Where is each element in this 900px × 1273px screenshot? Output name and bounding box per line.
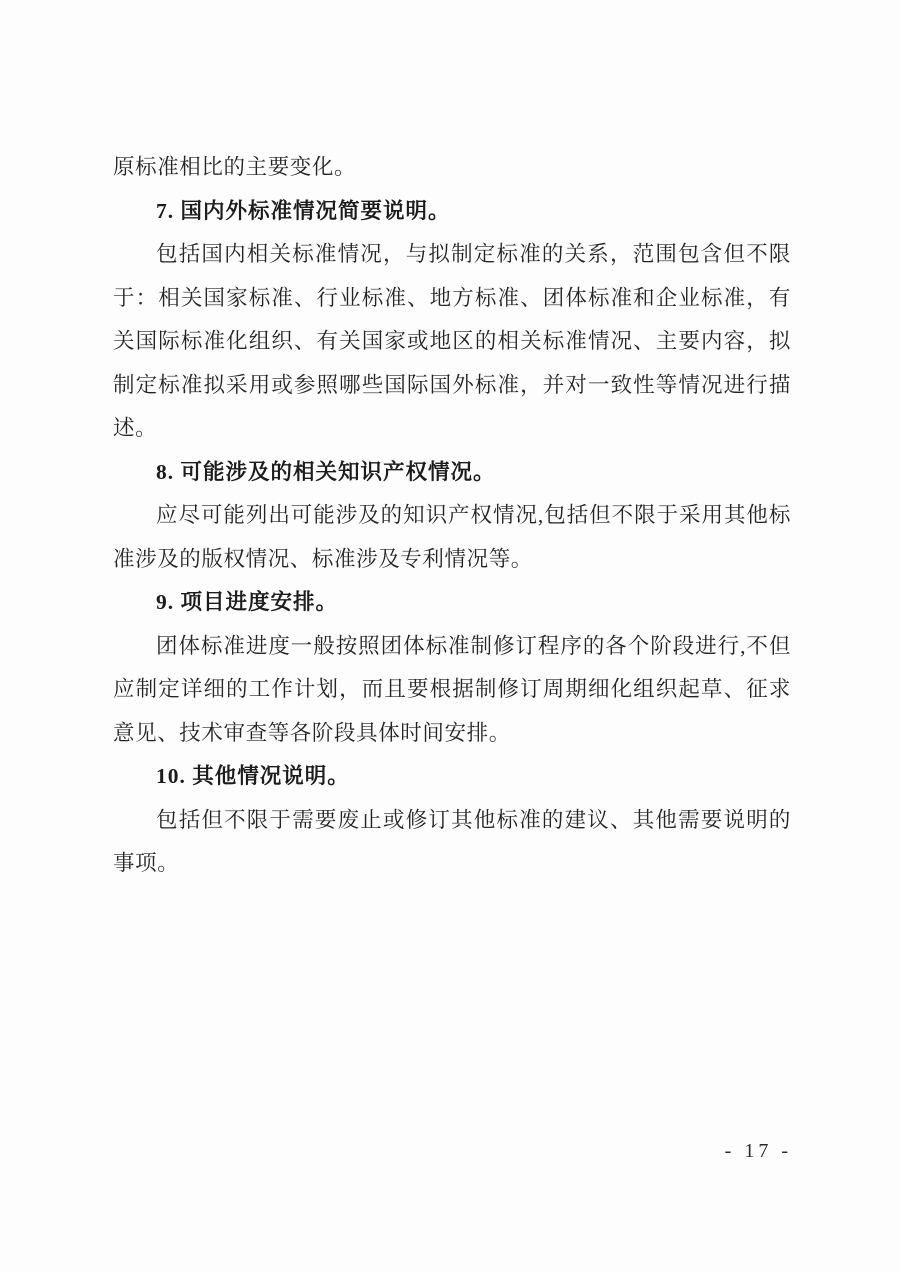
section-7-paragraph: 包括国内相关标准情况，与拟制定标准的关系，范围包含但不限于：相关国家标准、行业标准、地方标准、团体标准和企业标准，有关国际标准化组织、有关国家或地区的相关标准情况、主要内容，拟制定标准拟采用或参照哪些国际国外标准，并对一致性等情况进行描述。	[113, 242, 791, 440]
section-10-heading: 10. 其他情况说明。	[156, 764, 350, 788]
section-8-paragraph: 应尽可能列出可能涉及的知识产权情况,包括但不限于采用其他标准涉及的版权情况、标准涉及专利情况等。	[113, 503, 791, 571]
section-8-heading: 8. 可能涉及的相关知识产权情况。	[156, 459, 496, 484]
page-number: - 17 -	[724, 1140, 792, 1162]
section-7-heading: 7. 国内外标准情况简要说明。	[156, 198, 451, 223]
continuation-line: 原标准相比的主要变化。	[113, 155, 357, 179]
section-10-paragraph: 包括但不限于需要废止或修订其他标准的建议、其他需要说明的事项。	[113, 807, 791, 875]
section-9-heading: 9. 项目进度安排。	[156, 590, 339, 614]
section-9-paragraph: 团体标准进度一般按照团体标准制修订程序的各个阶段进行,不但应制定详细的工作计划，而且要根据制修订周期细化组织起草、征求意见、技术审查等各阶段具体时间安排。	[113, 633, 791, 745]
document-body	[113, 146, 791, 886]
